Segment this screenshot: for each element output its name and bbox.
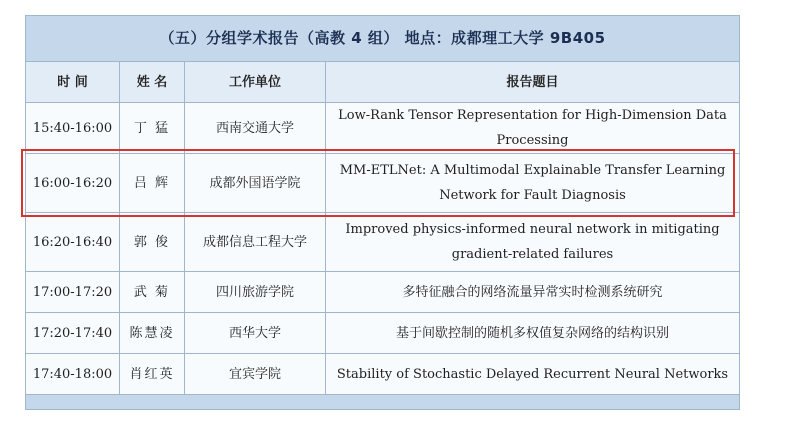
header-time: 时 间 bbox=[26, 62, 120, 103]
header-unit: 工作单位 bbox=[185, 62, 326, 103]
cell-topic: Improved physics-informed neural network in mitigating gradient-related failures bbox=[326, 213, 740, 272]
cell-time: 16:20-16:40 bbox=[26, 213, 120, 272]
cell-name: 武 菊 bbox=[120, 272, 185, 313]
table-row bbox=[26, 354, 740, 395]
table-title bbox=[26, 16, 740, 62]
cell-unit: 成都外国语学院 bbox=[185, 154, 326, 213]
cell-unit: 四川旅游学院 bbox=[185, 272, 326, 313]
cell-topic: Stability of Stochastic Delayed Recurrent Neural Networks bbox=[326, 354, 740, 395]
footer-band-cell bbox=[26, 395, 740, 410]
cell-topic: 基于间歇控制的随机多权值复杂网络的结构识别 bbox=[326, 313, 740, 354]
cell-time: 17:20-17:40 bbox=[26, 313, 120, 354]
cell-unit: 宜宾学院 bbox=[185, 354, 326, 395]
cell-time: 17:40-18:00 bbox=[26, 354, 120, 395]
cell-time: 15:40-16:00 bbox=[26, 103, 120, 154]
header-name: 姓 名 bbox=[120, 62, 185, 103]
table-row bbox=[26, 213, 740, 272]
cell-name: 郭 俊 bbox=[120, 213, 185, 272]
cell-name: 丁 猛 bbox=[120, 103, 185, 154]
cell-time: 16:00-16:20 bbox=[26, 154, 120, 213]
header-topic: 报告题目 bbox=[326, 62, 740, 103]
cell-name: 陈慧凌 bbox=[120, 313, 185, 354]
cell-topic: MM-ETLNet: A Multimodal Explainable Transfer Learning Network for Fault Diagnosis bbox=[326, 154, 740, 213]
cell-topic: 多特征融合的网络流量异常实时检测系统研究 bbox=[326, 272, 740, 313]
column-header-row bbox=[26, 62, 740, 103]
highlight-box bbox=[21, 149, 735, 217]
table-row bbox=[26, 313, 740, 354]
cell-unit: 成都信息工程大学 bbox=[185, 213, 326, 272]
cell-name: 吕 辉 bbox=[120, 154, 185, 213]
table-row bbox=[26, 103, 740, 154]
table-title-text: （五）分组学术报告（高教 4 组） 地点：成都理工大学 9B405 bbox=[159, 29, 606, 47]
table-title-row bbox=[26, 16, 740, 62]
cell-name: 肖红英 bbox=[120, 354, 185, 395]
table-row bbox=[26, 272, 740, 313]
cell-time: 17:00-17:20 bbox=[26, 272, 120, 313]
table-footer-band bbox=[26, 395, 740, 410]
cell-unit: 西南交通大学 bbox=[185, 103, 326, 154]
cell-topic: Low-Rank Tensor Representation for High-Dimension Data Processing bbox=[326, 103, 740, 154]
cell-unit: 西华大学 bbox=[185, 313, 326, 354]
